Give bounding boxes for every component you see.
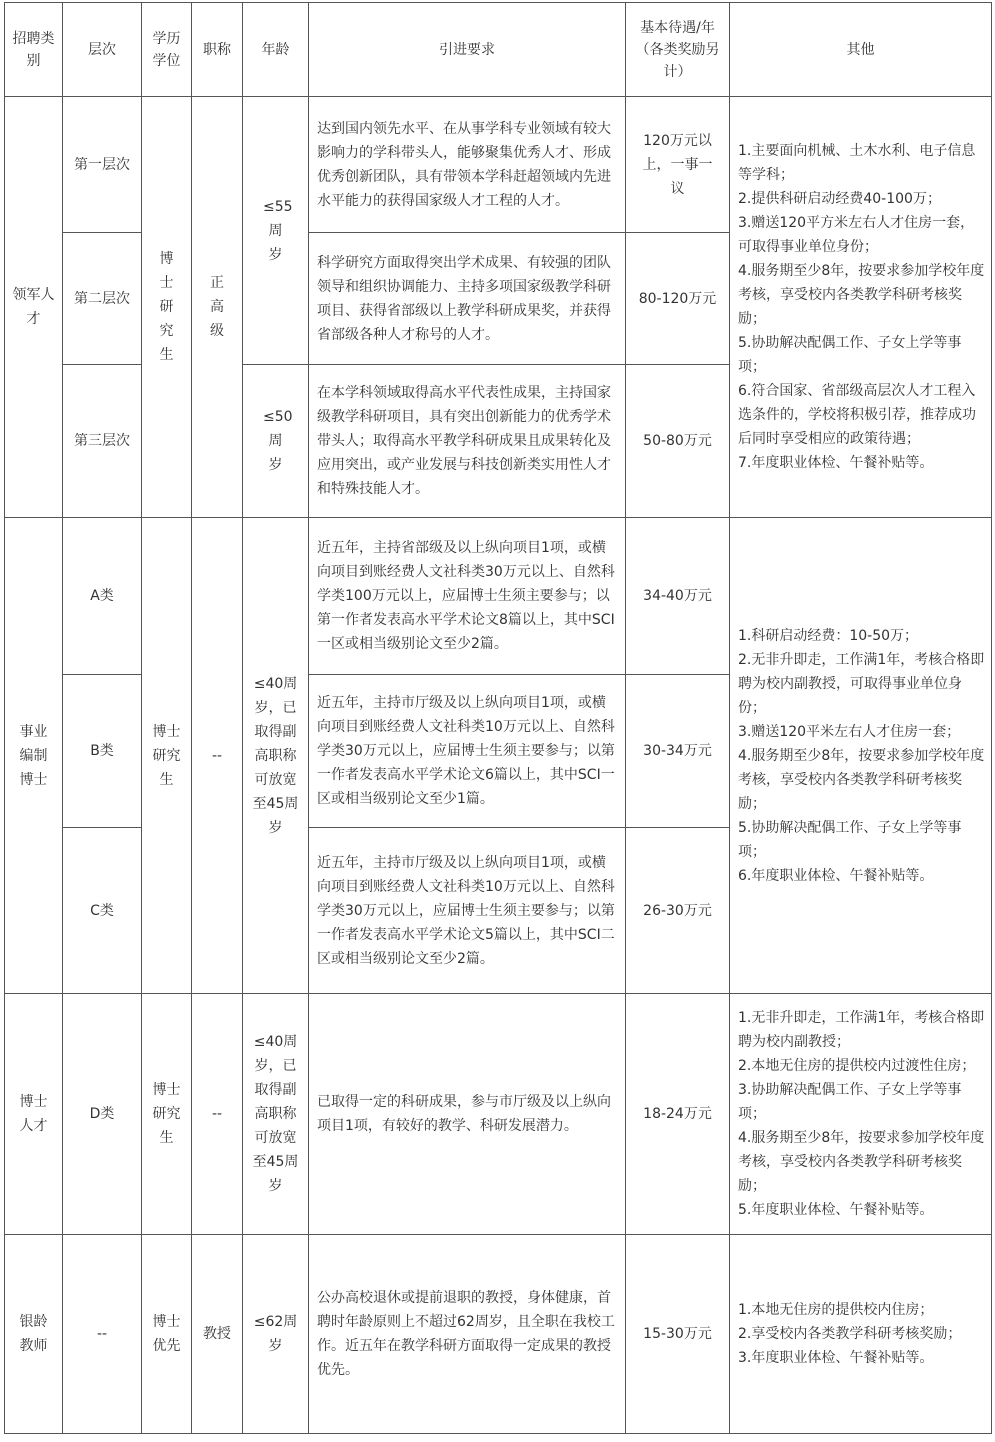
other-item: 1.本地无住房的提供校内住房； — [738, 1302, 934, 1318]
level-cell: 第三层次 — [63, 365, 142, 518]
header-title: 职称 — [192, 3, 243, 97]
header-requirements: 引进要求 — [309, 3, 626, 97]
header-other: 其他 — [730, 3, 992, 97]
category-cell: 事业编制博士 — [5, 518, 63, 994]
salary-cell: 26-30万元 — [626, 828, 730, 994]
header-level: 层次 — [63, 3, 142, 97]
requirement-cell: 公办高校退休或提前退职的教授，身体健康，首聘时年龄原则上不超过62周岁，且全职在我校工作。近五年在教学科研方面取得一定成果的教授优先。 — [309, 1235, 626, 1434]
salary-cell: 15-30万元 — [626, 1235, 730, 1434]
other-item: 1.科研启动经费：10-50万； — [738, 627, 919, 644]
table-row — [5, 994, 992, 1235]
salary-cell: 34-40万元 — [626, 518, 730, 675]
other-item: 2.无非升即走，工作满1年，考核合格即聘为校内副教授，可取得事业单位身份； — [738, 651, 985, 716]
other-cell — [730, 97, 992, 518]
requirement-cell: 达到国内领先水平、在从事学科专业领域有较大影响力的学科带头人，能够聚集优秀人才、形成优秀创新团队，具有带领本学科赶超领域内先进水平能力的获得国家级人才工程的人才。 — [309, 97, 626, 233]
requirement-cell: 近五年，主持市厅级及以上纵向项目1项，或横向项目到账经费人文社科类10万元以上、自然科学类30万元以上，应届博士生须主要参与；以第一作者发表高水平学术论文6篇以上，其中SCI一区或相当级别论文至少1篇。 — [309, 675, 626, 828]
salary-cell: 120万元以上，一事一议 — [626, 97, 730, 233]
title-cell: 教授 — [192, 1235, 243, 1434]
level-cell: A类 — [63, 518, 142, 675]
level-cell: C类 — [63, 828, 142, 994]
other-item: 4.服务期至少8年，按要求参加学校年度考核，享受校内各类教学科研考核奖励； — [738, 263, 985, 327]
other-item: 3.赠送120平米左右人才住房一套； — [738, 723, 961, 740]
salary-cell: 50-80万元 — [626, 365, 730, 518]
table-row — [5, 97, 992, 233]
age-cell: ≤40周岁，已取得副高职称可放宽至45周岁 — [243, 518, 309, 994]
salary-cell: 18-24万元 — [626, 994, 730, 1235]
age-cell: ≤62周岁 — [243, 1235, 309, 1434]
other-item: 6.符合国家、省部级高层次人才工程入选条件的，学校将积极引荐，推荐成功后同时享受相应的政策待遇； — [738, 383, 976, 447]
table-row — [5, 518, 992, 675]
degree-cell: 博士研究生 — [142, 518, 192, 994]
level-cell: -- — [63, 1235, 142, 1434]
level-cell: B类 — [63, 675, 142, 828]
requirement-cell: 科学研究方面取得突出学术成果、有较强的团队领导和组织协调能力、主持多项国家级教学科研项目、获得省部级以上教学科研成果奖，并获得省部级各种人才称号的人才。 — [309, 233, 626, 365]
other-item: 2.本地无住房的提供校内过渡性住房； — [738, 1058, 976, 1074]
recruitment-table — [4, 2, 992, 1434]
other-item: 2.提供科研启动经费40-100万； — [738, 191, 941, 207]
header-salary: 基本待遇/年（各类奖励另计） — [626, 3, 730, 97]
degree-cell: 博士优先 — [142, 1235, 192, 1434]
other-cell — [730, 518, 992, 994]
other-cell — [730, 994, 992, 1235]
header-row — [5, 3, 992, 97]
salary-cell: 80-120万元 — [626, 233, 730, 365]
header-category: 招聘类别 — [5, 3, 63, 97]
level-cell: 第二层次 — [63, 233, 142, 365]
category-cell: 银龄教师 — [5, 1235, 63, 1434]
title-cell: -- — [192, 518, 243, 994]
requirement-cell: 在本学科领域取得高水平代表性成果，主持国家级教学科研项目，具有突出创新能力的优秀学术带头人；取得高水平教学科研成果且成果转化及应用突出，或产业发展与科技创新类实用性人才和特殊技能人才。 — [309, 365, 626, 518]
other-item: 1.无非升即走，工作满1年，考核合格即聘为校内副教授； — [738, 1010, 985, 1050]
other-item: 3.协助解决配偶工作、子女上学等事项； — [738, 1082, 962, 1122]
header-degree: 学历学位 — [142, 3, 192, 97]
degree-cell: 博士研究生 — [142, 994, 192, 1235]
level-cell: 第一层次 — [63, 97, 142, 233]
category-cell: 领军人才 — [5, 97, 63, 518]
age-cell: ≤55周岁 — [243, 97, 309, 365]
category-cell: 博士人才 — [5, 994, 63, 1235]
salary-cell: 30-34万元 — [626, 675, 730, 828]
other-item: 5.年度职业体检、午餐补贴等。 — [738, 1202, 934, 1218]
other-item: 3.赠送120平方米左右人才住房一套，可取得事业单位身份； — [738, 215, 975, 255]
requirement-cell: 近五年，主持市厅级及以上纵向项目1项，或横向项目到账经费人文社科类10万元以上、自然科学类30万元以上，应届博士生须主要参与；以第一作者发表高水平学术论文5篇以上，其中SCI二区或相当级别论文至少2篇。 — [309, 828, 626, 994]
other-item: 4.服务期至少8年，按要求参加学校年度考核，享受校内各类教学科研考核奖励； — [738, 747, 985, 812]
other-item: 1.主要面向机械、土木水利、电子信息等学科； — [738, 143, 976, 183]
age-cell: ≤50周岁 — [243, 365, 309, 518]
other-item: 3.年度职业体检、午餐补贴等。 — [738, 1350, 934, 1366]
title-cell: 正高级 — [192, 97, 243, 518]
level-cell: D类 — [63, 994, 142, 1235]
other-cell — [730, 1235, 992, 1434]
title-cell: -- — [192, 994, 243, 1235]
table-row — [5, 1235, 992, 1434]
other-item: 2.享受校内各类教学科研考核奖励； — [738, 1326, 962, 1342]
other-item: 6.年度职业体检、午餐补贴等。 — [738, 867, 934, 884]
other-item: 5.协助解决配偶工作、子女上学等事项； — [738, 819, 962, 860]
requirement-cell: 近五年，主持省部级及以上纵向项目1项，或横向项目到账经费人文社科类30万元以上、自然科学类100万元以上，应届博士生须主要参与；以第一作者发表高水平学术论文8篇以上，其中SCI一区或相当级别论文至少2篇。 — [309, 518, 626, 675]
header-age: 年龄 — [243, 3, 309, 97]
other-item: 5.协助解决配偶工作、子女上学等事项； — [738, 335, 962, 375]
other-item: 7.年度职业体检、午餐补贴等。 — [738, 455, 934, 471]
age-cell: ≤40周岁，已取得副高职称可放宽至45周岁 — [243, 994, 309, 1235]
requirement-cell: 已取得一定的科研成果，参与市厅级及以上纵向项目1项，有较好的教学、科研发展潜力。 — [309, 994, 626, 1235]
other-item: 4.服务期至少8年，按要求参加学校年度考核，享受校内各类教学科研考核奖励； — [738, 1130, 985, 1194]
degree-cell: 博士研究生 — [142, 97, 192, 518]
